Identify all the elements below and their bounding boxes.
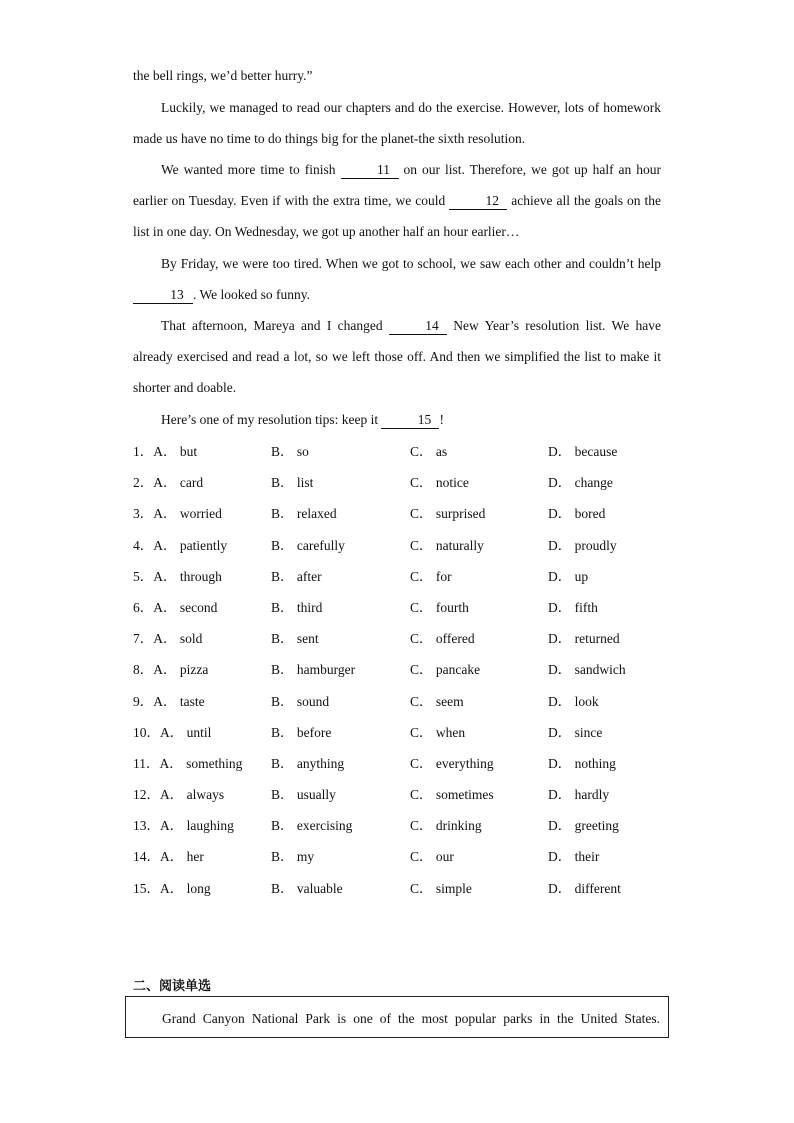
question-number-option-a: 12．A． always <box>133 787 225 803</box>
option-b: B． usually <box>271 787 336 803</box>
option-d: D． bored <box>548 506 606 522</box>
option-d: D． fifth <box>548 599 598 615</box>
question-row <box>133 717 673 748</box>
option-c: C． as <box>410 444 448 459</box>
option-b: B． valuable <box>271 880 343 896</box>
question-row <box>133 686 673 717</box>
option-b: B． hamburger <box>271 662 356 678</box>
option-c: C． seem <box>410 693 464 709</box>
option-c: C． our <box>410 849 454 865</box>
option-b: B． exercising <box>271 818 353 834</box>
option-c: C． sometimes <box>410 787 494 803</box>
option-d: D． their <box>548 849 600 865</box>
blank-11: 11 <box>341 162 399 179</box>
blank-14: 14 <box>389 318 447 335</box>
option-d: D． nothing <box>548 755 616 771</box>
question-number-option-a: 4．A． patiently <box>133 537 228 553</box>
reading-passage-box <box>125 996 669 1038</box>
question-row <box>133 654 673 685</box>
option-c: C． notice <box>410 475 469 491</box>
option-d: D． greeting <box>548 818 619 834</box>
passage-text: on our list. Therefore, we got up half an hour earlier on Tuesday. Even if with the extra time, we could <box>133 162 662 209</box>
option-b: B． my <box>271 849 315 865</box>
section-heading: 二、阅读单选 <box>133 979 212 994</box>
passage-paragraph-4 <box>133 310 661 404</box>
question-row <box>133 779 673 810</box>
question-row <box>133 748 673 779</box>
option-b: B． sent <box>271 631 319 647</box>
option-c: C． simple <box>410 880 472 896</box>
question-number-option-a: 10．A． until <box>133 724 212 740</box>
reading-passage-text: Grand Canyon National Park is one of the most popular parks in the United States. <box>162 1011 660 1026</box>
option-b: B． sound <box>271 693 330 709</box>
passage-text: ! <box>439 412 444 427</box>
option-b: B． after <box>271 568 322 584</box>
option-c: C． naturally <box>410 537 484 553</box>
blank-15: 15 <box>381 412 439 429</box>
question-number-option-a: 15．A． long <box>133 880 211 896</box>
question-row <box>133 436 673 467</box>
option-b: B． relaxed <box>271 506 337 522</box>
option-d: D． different <box>548 880 621 896</box>
passage-paragraph-1 <box>133 92 661 154</box>
passage-text: New Year’s resolution list. We have already exercised and read a lot, so we left those off. And then we simplified the list to make it shorter and doable. <box>133 318 662 396</box>
question-row <box>133 467 673 498</box>
option-d: D． look <box>548 693 599 709</box>
option-d: D． sandwich <box>548 662 626 678</box>
passage-text: That afternoon, Mareya and I changed <box>161 318 383 333</box>
option-c: C． surprised <box>410 506 486 522</box>
question-row <box>133 592 673 623</box>
option-c: C． offered <box>410 631 475 647</box>
question-number-option-a: 11．A． something <box>133 755 243 771</box>
question-row <box>133 561 673 592</box>
passage-text: Luckily, we managed to read our chapters and do the exercise. However, lots of homework made us have no time to do things big for the planet-the sixth resolution. <box>133 100 661 147</box>
question-number-option-a: 3．A． worried <box>133 506 222 522</box>
question-options-list <box>133 436 673 904</box>
question-number-option-a: 5．A． through <box>133 568 222 584</box>
option-b: B． anything <box>271 755 345 771</box>
option-d: D． change <box>548 475 613 491</box>
option-d: D． up <box>548 568 589 584</box>
question-number-option-a: 1．A． but <box>133 444 198 459</box>
option-c: C． drinking <box>410 818 482 834</box>
passage-line-0 <box>133 60 661 91</box>
passage-paragraph-3 <box>133 248 661 310</box>
option-c: C． for <box>410 568 452 584</box>
question-row <box>133 873 673 904</box>
option-b: B． third <box>271 599 323 615</box>
passage-text: achieve all the goals on the list in one day. On Wednesday, we got up another half an hour earlier… <box>133 193 662 240</box>
option-b: B． carefully <box>271 537 345 553</box>
option-c: C． everything <box>410 755 494 771</box>
option-b: B． so <box>271 444 309 459</box>
question-number-option-a: 14．A． her <box>133 849 204 865</box>
question-row <box>133 841 673 872</box>
option-d: D． because <box>548 444 618 459</box>
passage-paragraph-2 <box>133 154 661 248</box>
blank-13: 13 <box>133 287 193 304</box>
option-d: D． returned <box>548 631 620 647</box>
question-number-option-a: 2．A． card <box>133 475 204 491</box>
question-number-option-a: 9．A． taste <box>133 693 205 709</box>
passage-text: the bell rings, we’d better hurry.” <box>133 68 313 83</box>
passage-text: . We looked so funny. <box>193 287 311 303</box>
passage-text: Here’s one of my resolution tips: keep it <box>161 412 379 427</box>
question-number-option-a: 13．A． laughing <box>133 818 234 834</box>
question-number-option-a: 7．A． sold <box>133 631 203 647</box>
question-row <box>133 530 673 561</box>
option-c: C． pancake <box>410 662 481 678</box>
option-d: D． proudly <box>548 537 617 553</box>
option-b: B． before <box>271 724 332 740</box>
option-c: C． fourth <box>410 599 469 615</box>
blank-12: 12 <box>449 193 507 210</box>
option-d: D． hardly <box>548 787 610 803</box>
option-b: B． list <box>271 475 314 491</box>
passage-text: By Friday, we were too tired. When we got to school, we saw each other and couldn’t help <box>161 256 661 271</box>
option-c: C． when <box>410 724 466 740</box>
question-row <box>133 623 673 654</box>
question-number-option-a: 8．A． pizza <box>133 662 209 678</box>
question-row <box>133 810 673 841</box>
passage-text: We wanted more time to finish <box>161 162 336 177</box>
question-row <box>133 498 673 529</box>
question-number-option-a: 6．A． second <box>133 599 218 615</box>
passage-paragraph-5 <box>133 404 661 435</box>
option-d: D． since <box>548 724 603 740</box>
